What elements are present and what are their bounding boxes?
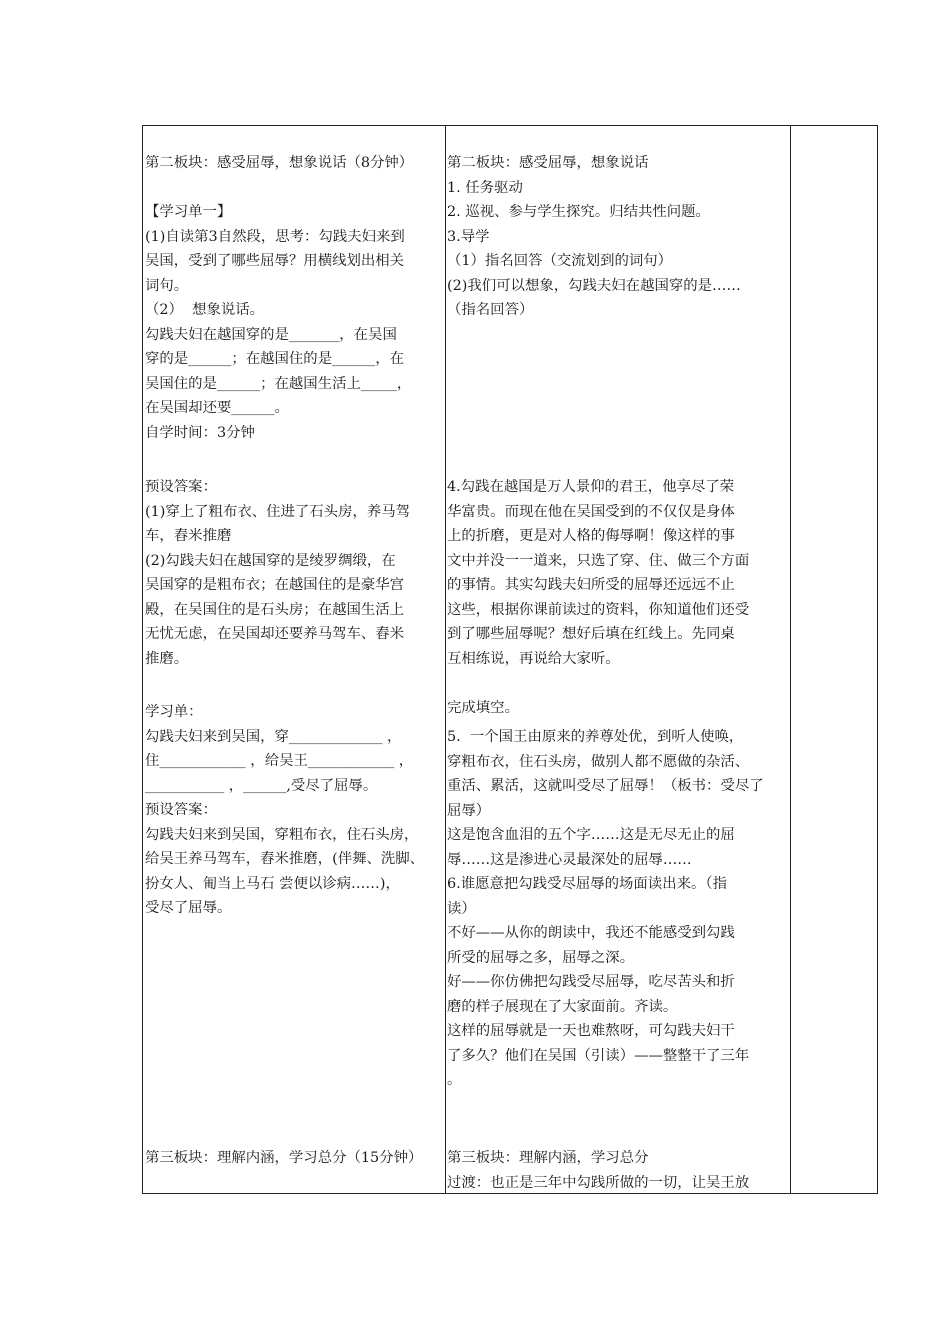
- column-divider: [790, 126, 791, 1193]
- text-line: 屈辱）: [447, 802, 491, 819]
- text-line: (2)勾践夫妇在越国穿的是绫罗绸缎，在: [145, 552, 396, 569]
- worksheet-one: [145, 200, 443, 445]
- text-line: 勾践夫妇来到吴国，穿_____________ ，: [145, 728, 402, 745]
- text-line: 学习单：: [145, 704, 203, 720]
- text-line: 这些，根据你课前读过的资料，你知道他们还受: [447, 601, 750, 618]
- worksheet-two: [145, 700, 443, 921]
- text-line: 预设答案：: [145, 479, 217, 495]
- text-line: 勾践夫妇来到吴国，穿粗布衣，住石头房，: [145, 826, 419, 843]
- text-line: 到了哪些屈辱呢？想好后填在红线上。先同桌: [447, 626, 735, 642]
- text-line: 推磨。: [145, 650, 189, 667]
- text-line: 5. 一个国王由原来的养尊处优，到听人使唤，: [447, 729, 744, 745]
- text-line: 穿粗布衣，住石头房，做别人都不愿做的杂活、: [447, 753, 750, 770]
- text-line: 吴国住的是______；在越国生活上_____，: [145, 375, 412, 392]
- text-line: 文中并没一一道来，只选了穿、住、做三个方面: [447, 552, 750, 569]
- text-line: 。: [447, 1072, 462, 1088]
- text-line: 预设答案：: [145, 802, 217, 818]
- section2-heading: [145, 151, 443, 176]
- section3-steps: [447, 1146, 788, 1193]
- text-line: 无忧无虑，在吴国却还要养马驾车、舂米: [145, 626, 405, 642]
- text-line: 6.谁愿意把勾践受尽屈辱的场面读出来。（指: [447, 876, 727, 892]
- teaching-process-column: [447, 126, 788, 1193]
- section3-heading: [145, 1146, 443, 1171]
- lesson-plan-table: [142, 125, 878, 1194]
- text-line: 所受的屈辱之多，屈辱之深。: [447, 949, 635, 966]
- text-line: 自学时间：3分钟: [145, 424, 255, 441]
- notes-column: [793, 126, 877, 1193]
- text-line: 勾践夫妇在越国穿的是_______，在吴国: [145, 326, 397, 343]
- text-line: 词句。: [145, 277, 189, 294]
- text-line: 了多久？他们在吴国（引读）——整整干了三年: [447, 1047, 750, 1064]
- text-line: 的事情。其实勾践夫妇所受的屈辱还远远不止: [447, 577, 735, 593]
- text-line: 完成填空。: [447, 699, 519, 716]
- text-line: ___________ ，______,受尽了屈辱。: [145, 777, 378, 794]
- text-line: 第二板块：感受屈辱，想象说话（8分钟）: [145, 155, 414, 171]
- text-line: 过渡：也正是三年中勾践所做的一切，让吴王放: [447, 1174, 750, 1191]
- text-line: 3.导学: [447, 228, 490, 245]
- section2-steps: [447, 151, 788, 323]
- text-line: 1. 任务驱动: [447, 179, 523, 196]
- text-line: 给吴王养马驾车，舂米推磨，(伴舞、洗脚、: [145, 851, 425, 867]
- text-line: 穿的是______；在越国住的是______，在: [145, 351, 405, 367]
- step-four: [447, 475, 788, 720]
- text-line: 第三板块：理解内涵，学习总分: [447, 1150, 649, 1166]
- text-line: 受尽了屈辱。: [145, 900, 232, 916]
- text-line: 【学习单一】: [145, 204, 232, 220]
- preset-answer-one: [145, 475, 443, 671]
- text-line: 辱……这是渗进心灵最深处的屈辱……: [447, 851, 692, 868]
- text-line: 第二板块：感受屈辱，想象说话: [447, 155, 649, 171]
- text-line: (2)我们可以想象，勾践夫妇在越国穿的是……: [447, 277, 741, 294]
- learning-activity-column: [145, 126, 443, 1193]
- text-line: 2. 巡视、参与学生探究。归结共性问题。: [447, 204, 710, 220]
- text-line: (1)自读第3自然段，思考：勾践夫妇来到: [145, 228, 405, 245]
- text-line: 好——你仿佛把勾践受尽屈辱，吃尽苦头和折: [447, 974, 735, 990]
- text-line: 扮女人、匍当上马石 尝便以诊病……)，: [145, 875, 400, 892]
- text-line: 吴国，受到了哪些屈辱？用横线划出相关: [145, 253, 405, 269]
- text-line: （1）指名回答（交流划到的词句）: [447, 253, 673, 269]
- text-line: 4.勾践在越国是万人景仰的君王，他享尽了荣: [447, 479, 735, 495]
- text-line: 华富贵。而现在他在吴国受到的不仅仅是身体: [447, 503, 735, 520]
- text-line: 殿，在吴国住的是石头房；在越国生活上: [145, 601, 405, 618]
- text-line: 上的折磨，更是对人格的侮辱啊！像这样的事: [447, 528, 735, 544]
- text-line: 这样的屈辱就是一天也难熬呀，可勾践夫妇干: [447, 1023, 735, 1039]
- text-line: 第三板块：理解内涵，学习总分（15分钟）: [145, 1150, 423, 1166]
- text-line: 不好——从你的朗读中，我还不能感受到勾践: [447, 925, 735, 941]
- text-line: （2） 想象说话。: [145, 302, 265, 318]
- text-line: （指名回答）: [447, 302, 534, 318]
- text-line: 重活、累活，这就叫受尽了屈辱！（板书：受尽了: [447, 778, 764, 794]
- text-line: 读）: [447, 900, 476, 917]
- text-line: 车，舂米推磨: [145, 528, 232, 544]
- text-line: 这是饱含血泪的五个字……这是无尽无止的屈: [447, 827, 735, 843]
- column-divider: [445, 126, 446, 1193]
- text-line: 在吴国却还要______。: [145, 400, 289, 416]
- text-line: 互相练说，再说给大家听。: [447, 650, 620, 667]
- text-line: 磨的样子展现在了大家面前。齐读。: [447, 998, 678, 1015]
- step-five-six: [447, 725, 788, 1093]
- text-line: 住____________ ，给吴王____________ ，: [145, 753, 414, 769]
- text-line: 吴国穿的是粗布衣；在越国住的是豪华宫: [145, 577, 405, 593]
- text-line: [447, 671, 788, 696]
- text-line: (1)穿上了粗布衣、住进了石头房，养马驾: [145, 503, 411, 520]
